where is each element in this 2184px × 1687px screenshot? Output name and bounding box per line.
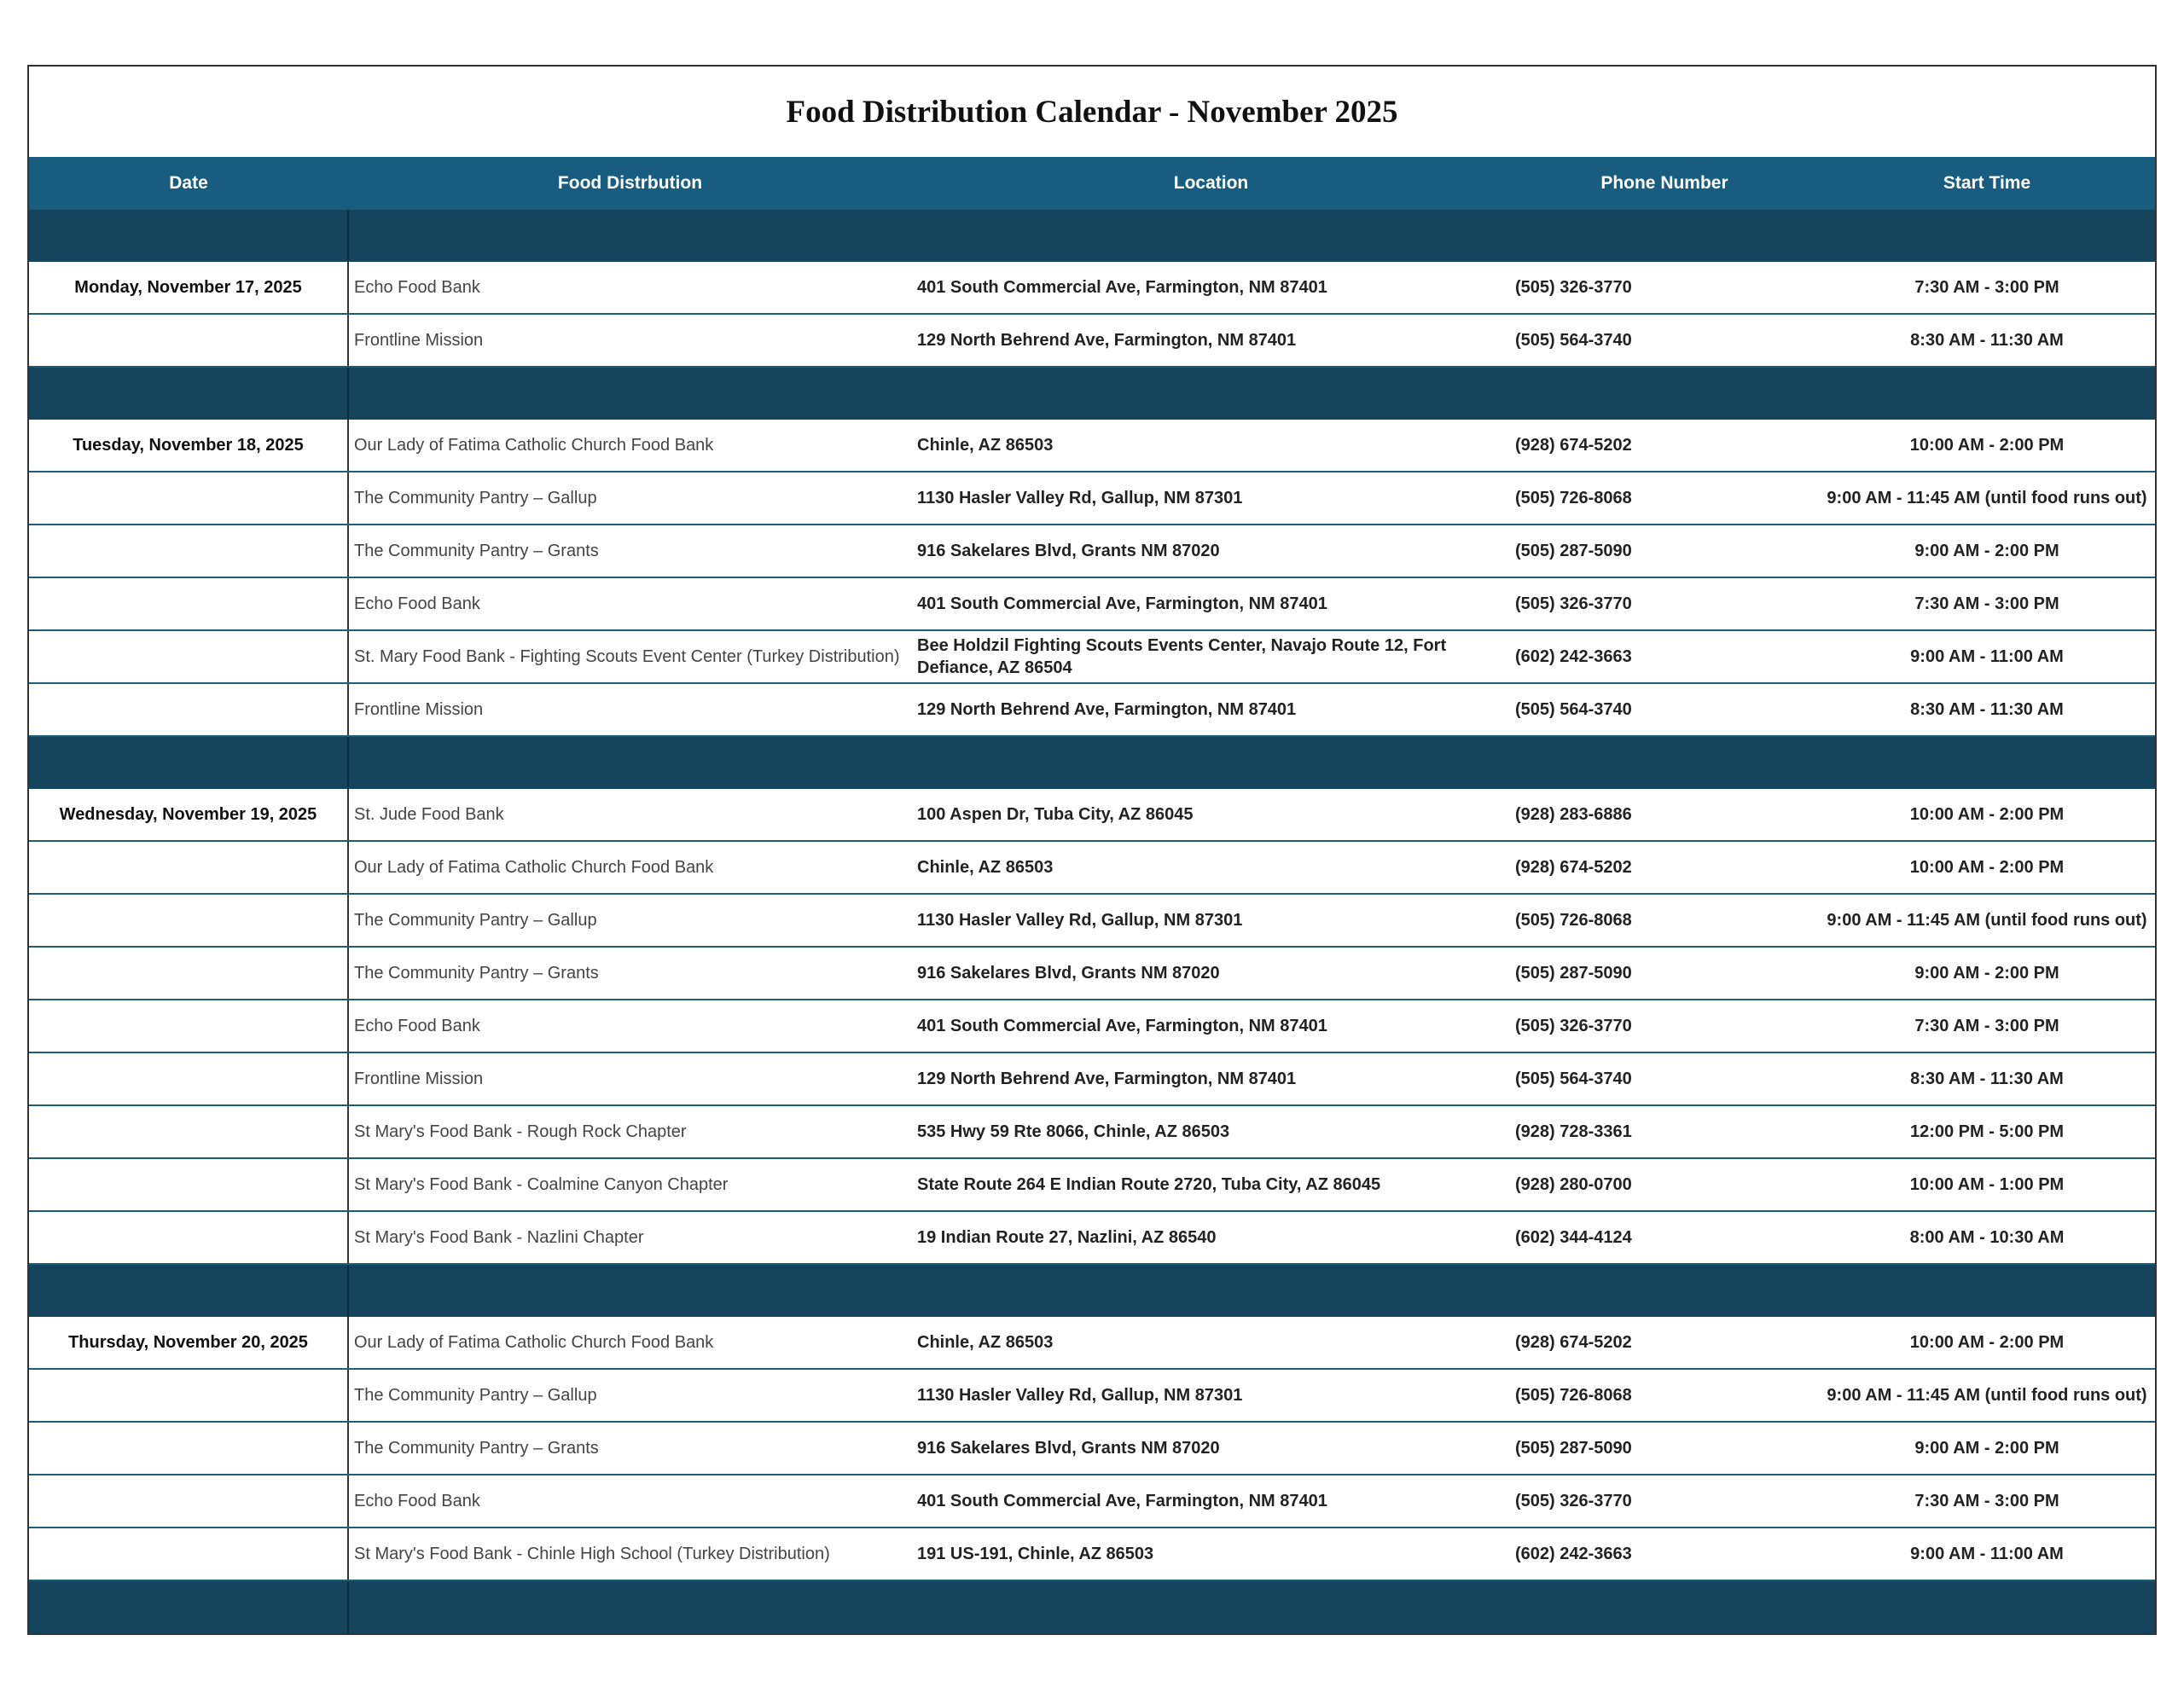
start-time-cell: 8:00 AM - 10:30 AM	[1819, 1211, 2155, 1264]
food-distribution-cell: The Community Pantry – Grants	[348, 1422, 912, 1475]
location-cell: 916 Sakelares Blvd, Grants NM 87020	[912, 1422, 1510, 1475]
header-date: Date	[29, 157, 348, 210]
food-distribution-cell: The Community Pantry – Grants	[348, 947, 912, 1000]
phone-number-cell: (505) 564-3740	[1510, 683, 1819, 736]
date-cell	[29, 577, 348, 630]
table-row	[29, 1105, 2155, 1158]
phone-number-cell: (928) 674-5202	[1510, 1317, 1819, 1369]
food-distribution-cell: Echo Food Bank	[348, 262, 912, 314]
date-cell	[29, 472, 348, 525]
table-row	[29, 1475, 2155, 1528]
start-time-cell: 10:00 AM - 2:00 PM	[1819, 789, 2155, 841]
start-time-cell: 10:00 AM - 1:00 PM	[1819, 1158, 2155, 1211]
phone-number-cell: (505) 564-3740	[1510, 1052, 1819, 1105]
table-row	[29, 894, 2155, 947]
table-row	[29, 1528, 2155, 1580]
location-cell: 1130 Hasler Valley Rd, Gallup, NM 87301	[912, 894, 1510, 947]
table-row	[29, 577, 2155, 630]
date-cell	[29, 525, 348, 577]
header-food-distribution: Food Distrbution	[348, 157, 912, 210]
food-distribution-cell: Echo Food Bank	[348, 577, 912, 630]
date-cell: Thursday, November 20, 2025	[29, 1317, 348, 1369]
table-row	[29, 947, 2155, 1000]
location-cell: 401 South Commercial Ave, Farmington, NM 87401	[912, 577, 1510, 630]
table-row	[29, 1369, 2155, 1422]
location-cell: 916 Sakelares Blvd, Grants NM 87020	[912, 947, 1510, 1000]
day-separator-row	[29, 367, 2155, 420]
food-distribution-cell: St. Mary Food Bank - Fighting Scouts Event Center (Turkey Distribution)	[348, 630, 912, 683]
header-location: Location	[912, 157, 1510, 210]
start-time-cell: 9:00 AM - 2:00 PM	[1819, 1422, 2155, 1475]
day-separator-row	[29, 1580, 2155, 1633]
start-time-cell: 9:00 AM - 11:45 AM (until food runs out)	[1819, 1369, 2155, 1422]
location-cell: Chinle, AZ 86503	[912, 420, 1510, 472]
separator-date-cell	[29, 210, 348, 262]
location-cell: 535 Hwy 59 Rte 8066, Chinle, AZ 86503	[912, 1105, 1510, 1158]
table-row	[29, 1158, 2155, 1211]
calendar-sheet	[27, 65, 2157, 1635]
location-cell: 401 South Commercial Ave, Farmington, NM 87401	[912, 1475, 1510, 1528]
food-distribution-cell: St. Jude Food Bank	[348, 789, 912, 841]
separator-date-cell	[29, 1264, 348, 1317]
table-row	[29, 1317, 2155, 1369]
start-time-cell: 12:00 PM - 5:00 PM	[1819, 1105, 2155, 1158]
date-cell	[29, 1422, 348, 1475]
start-time-cell: 9:00 AM - 2:00 PM	[1819, 947, 2155, 1000]
phone-number-cell: (928) 728-3361	[1510, 1105, 1819, 1158]
location-cell: 129 North Behrend Ave, Farmington, NM 87401	[912, 1052, 1510, 1105]
phone-number-cell: (505) 287-5090	[1510, 525, 1819, 577]
table-row	[29, 262, 2155, 314]
start-time-cell: 7:30 AM - 3:00 PM	[1819, 262, 2155, 314]
table-row	[29, 630, 2155, 683]
food-distribution-cell: The Community Pantry – Grants	[348, 525, 912, 577]
phone-number-cell: (602) 344-4124	[1510, 1211, 1819, 1264]
start-time-cell: 10:00 AM - 2:00 PM	[1819, 1317, 2155, 1369]
date-cell: Monday, November 17, 2025	[29, 262, 348, 314]
table-row	[29, 683, 2155, 736]
food-distribution-cell: Frontline Mission	[348, 683, 912, 736]
phone-number-cell: (505) 726-8068	[1510, 472, 1819, 525]
date-cell	[29, 947, 348, 1000]
start-time-cell: 8:30 AM - 11:30 AM	[1819, 1052, 2155, 1105]
start-time-cell: 10:00 AM - 2:00 PM	[1819, 420, 2155, 472]
food-distribution-cell: The Community Pantry – Gallup	[348, 1369, 912, 1422]
food-distribution-cell: Frontline Mission	[348, 1052, 912, 1105]
day-separator-row	[29, 1264, 2155, 1317]
food-distribution-cell: St Mary's Food Bank - Rough Rock Chapter	[348, 1105, 912, 1158]
phone-number-cell: (928) 283-6886	[1510, 789, 1819, 841]
start-time-cell: 7:30 AM - 3:00 PM	[1819, 1000, 2155, 1052]
table-row	[29, 525, 2155, 577]
separator-cell	[348, 736, 2155, 789]
location-cell: 916 Sakelares Blvd, Grants NM 87020	[912, 525, 1510, 577]
food-distribution-cell: Frontline Mission	[348, 314, 912, 367]
location-cell: 191 US-191, Chinle, AZ 86503	[912, 1528, 1510, 1580]
table-row	[29, 1422, 2155, 1475]
date-cell	[29, 1052, 348, 1105]
phone-number-cell: (505) 326-3770	[1510, 262, 1819, 314]
page-title: Food Distribution Calendar - November 2025	[786, 94, 1398, 130]
location-cell: 401 South Commercial Ave, Farmington, NM 87401	[912, 262, 1510, 314]
start-time-cell: 9:00 AM - 11:00 AM	[1819, 630, 2155, 683]
table-row	[29, 314, 2155, 367]
separator-date-cell	[29, 367, 348, 420]
food-distribution-cell: Echo Food Bank	[348, 1475, 912, 1528]
phone-number-cell: (505) 287-5090	[1510, 1422, 1819, 1475]
separator-cell	[348, 1264, 2155, 1317]
location-cell: Chinle, AZ 86503	[912, 841, 1510, 894]
food-distribution-cell: St Mary's Food Bank - Nazlini Chapter	[348, 1211, 912, 1264]
date-cell	[29, 683, 348, 736]
separator-date-cell	[29, 1580, 348, 1633]
start-time-cell: 10:00 AM - 2:00 PM	[1819, 841, 2155, 894]
location-cell: 1130 Hasler Valley Rd, Gallup, NM 87301	[912, 472, 1510, 525]
location-cell: Bee Holdzil Fighting Scouts Events Center, Navajo Route 12, Fort Defiance, AZ 86504	[912, 630, 1510, 683]
date-cell	[29, 1369, 348, 1422]
phone-number-cell: (505) 326-3770	[1510, 577, 1819, 630]
date-cell	[29, 1000, 348, 1052]
table-row	[29, 1052, 2155, 1105]
location-cell: 19 Indian Route 27, Nazlini, AZ 86540	[912, 1211, 1510, 1264]
food-distribution-cell: Echo Food Bank	[348, 1000, 912, 1052]
start-time-cell: 7:30 AM - 3:00 PM	[1819, 1475, 2155, 1528]
date-cell	[29, 1211, 348, 1264]
date-cell	[29, 630, 348, 683]
start-time-cell: 9:00 AM - 11:45 AM (until food runs out)	[1819, 472, 2155, 525]
phone-number-cell: (602) 242-3663	[1510, 630, 1819, 683]
table-row	[29, 1000, 2155, 1052]
phone-number-cell: (928) 674-5202	[1510, 420, 1819, 472]
start-time-cell: 9:00 AM - 11:00 AM	[1819, 1528, 2155, 1580]
header-start-time: Start Time	[1819, 157, 2155, 210]
separator-cell	[348, 210, 2155, 262]
day-separator-row	[29, 736, 2155, 789]
food-distribution-cell: St Mary's Food Bank - Chinle High School (Turkey Distribution)	[348, 1528, 912, 1580]
date-cell	[29, 1158, 348, 1211]
phone-number-cell: (505) 287-5090	[1510, 947, 1819, 1000]
start-time-cell: 9:00 AM - 2:00 PM	[1819, 525, 2155, 577]
phone-number-cell: (505) 726-8068	[1510, 894, 1819, 947]
separator-cell	[348, 367, 2155, 420]
location-cell: 129 North Behrend Ave, Farmington, NM 87401	[912, 683, 1510, 736]
header-phone-number: Phone Number	[1510, 157, 1819, 210]
location-cell: 129 North Behrend Ave, Farmington, NM 87401	[912, 314, 1510, 367]
table-row	[29, 841, 2155, 894]
table-row	[29, 789, 2155, 841]
phone-number-cell: (602) 242-3663	[1510, 1528, 1819, 1580]
location-cell: State Route 264 E Indian Route 2720, Tuba City, AZ 86045	[912, 1158, 1510, 1211]
start-time-cell: 8:30 AM - 11:30 AM	[1819, 683, 2155, 736]
date-cell	[29, 314, 348, 367]
start-time-cell: 8:30 AM - 11:30 AM	[1819, 314, 2155, 367]
food-distribution-cell: Our Lady of Fatima Catholic Church Food Bank	[348, 1317, 912, 1369]
phone-number-cell: (505) 564-3740	[1510, 314, 1819, 367]
day-separator-row	[29, 210, 2155, 262]
date-cell: Tuesday, November 18, 2025	[29, 420, 348, 472]
separator-cell	[348, 1580, 2155, 1633]
date-cell	[29, 1528, 348, 1580]
date-cell	[29, 841, 348, 894]
start-time-cell: 9:00 AM - 11:45 AM (until food runs out)	[1819, 894, 2155, 947]
location-cell: Chinle, AZ 86503	[912, 1317, 1510, 1369]
table-row	[29, 1211, 2155, 1264]
location-cell: 100 Aspen Dr, Tuba City, AZ 86045	[912, 789, 1510, 841]
food-distribution-cell: The Community Pantry – Gallup	[348, 472, 912, 525]
calendar-table	[29, 157, 2155, 1633]
phone-number-cell: (505) 326-3770	[1510, 1000, 1819, 1052]
date-cell: Wednesday, November 19, 2025	[29, 789, 348, 841]
phone-number-cell: (928) 280-0700	[1510, 1158, 1819, 1211]
food-distribution-cell: Our Lady of Fatima Catholic Church Food Bank	[348, 420, 912, 472]
start-time-cell: 7:30 AM - 3:00 PM	[1819, 577, 2155, 630]
date-cell	[29, 1105, 348, 1158]
food-distribution-cell: Our Lady of Fatima Catholic Church Food Bank	[348, 841, 912, 894]
phone-number-cell: (505) 726-8068	[1510, 1369, 1819, 1422]
calendar-body	[29, 210, 2155, 1633]
table-row	[29, 472, 2155, 525]
table-row	[29, 420, 2155, 472]
phone-number-cell: (928) 674-5202	[1510, 841, 1819, 894]
header-row	[29, 157, 2155, 210]
date-cell	[29, 1475, 348, 1528]
food-distribution-cell: St Mary's Food Bank - Coalmine Canyon Chapter	[348, 1158, 912, 1211]
separator-date-cell	[29, 736, 348, 789]
location-cell: 401 South Commercial Ave, Farmington, NM 87401	[912, 1000, 1510, 1052]
location-cell: 1130 Hasler Valley Rd, Gallup, NM 87301	[912, 1369, 1510, 1422]
phone-number-cell: (505) 326-3770	[1510, 1475, 1819, 1528]
food-distribution-cell: The Community Pantry – Gallup	[348, 894, 912, 947]
date-cell	[29, 894, 348, 947]
